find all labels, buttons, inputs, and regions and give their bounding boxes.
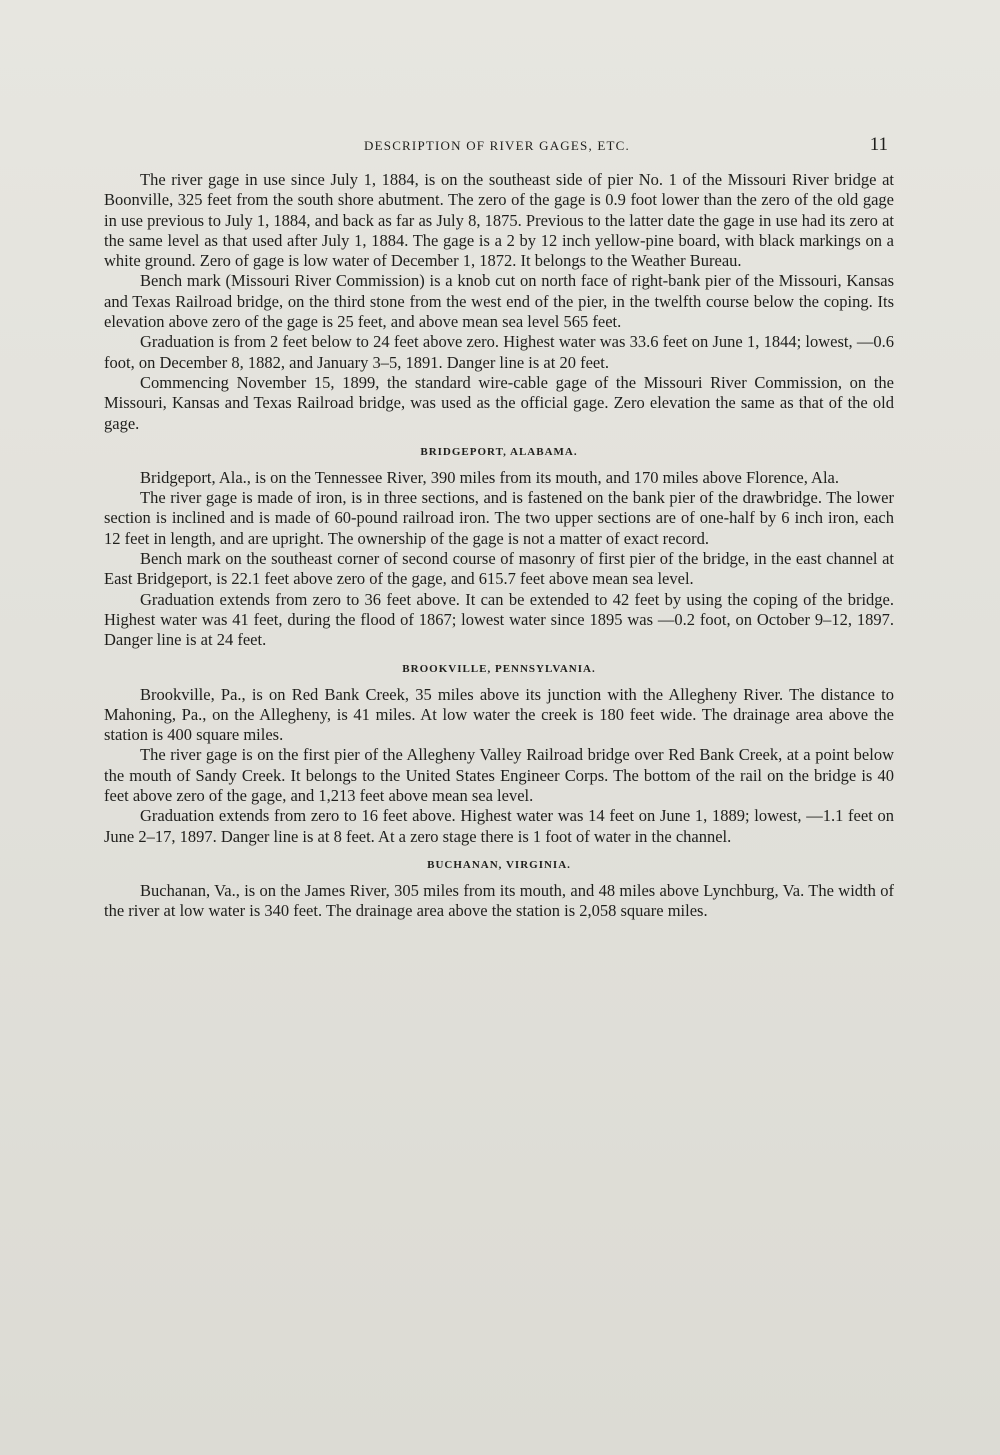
paragraph: The river gage is on the first pier of the Allegheny Valley Railroad bridge over Red Bank Creek, at a point below the mouth of Sandy Creek. It belongs to the United States Engineer Corps. The bottom of the rail on the bridge is 40 feet above zero of the gage, and 1,213 feet above mean sea level. <box>104 745 894 806</box>
paragraph: Commencing November 15, 1899, the standard wire-cable gage of the Missouri River Commission, on the Missouri, Kansas and Texas Railroad bridge, was used as the official gage. Zero elevation the same as that of the old gage. <box>104 372 894 433</box>
running-head: DESCRIPTION OF RIVER GAGES, ETC. <box>364 138 630 153</box>
section-buchanan <box>104 859 894 922</box>
page-number: 11 <box>869 134 888 155</box>
section-brookville <box>104 663 894 847</box>
paragraph: Bench mark (Missouri River Commission) is a knob cut on north face of right-bank pier of the Missouri, Kansas and Texas Railroad bridge, on the third stone from the west end of the pier, in the twelfth course below the coping. Its elevation above zero of the gage is 25 feet, and above mean sea level 565 feet. <box>104 271 894 332</box>
paragraph: Graduation extends from zero to 36 feet above. It can be extended to 42 feet by using the coping of the bridge. Highest water was 41 feet, during the flood of 1867; lowest water since 1895 was —0.2 foot, on October 9–12, 1897. Danger line is at 24 feet. <box>104 589 894 650</box>
paragraph: Bench mark on the southeast corner of second course of masonry of first pier of the bridge, in the east channel at East Bridgeport, is 22.1 feet above zero of the gage, and 615.7 feet above mean sea level. <box>104 549 894 589</box>
page-header <box>104 134 890 158</box>
paragraph: The river gage in use since July 1, 1884, is on the southeast side of pier No. 1 of the Missouri River bridge at Boonville, 325 feet from the south shore abutment. The zero of the gage is 0.9 foot lower than the zero of the old gage in use previous to July 1, 1884, and back as far as July 8, 1875. Previous to the latter date the gage in use had its zero at the same level as that used after July 1, 1884. The gage is a 2 by 12 inch yellow-pine board, with black markings on a white ground. Zero of gage is low water of December 1, 1872. It belongs to the Weather Bureau. <box>104 170 894 271</box>
section-heading: BRIDGEPORT, ALABAMA. <box>420 445 578 458</box>
paragraph: Bridgeport, Ala., is on the Tennessee River, 390 miles from its mouth, and 170 miles above Florence, Ala. <box>140 467 840 487</box>
paragraph: Buchanan, Va., is on the James River, 305 miles from its mouth, and 48 miles above Lynchburg, Va. The width of the river at low water is 340 feet. The drainage area above the station is 2,058 square miles. <box>104 880 894 921</box>
paragraph: Brookville, Pa., is on Red Bank Creek, 35 miles above its junction with the Allegheny River. The distance to Mahoning, Pa., on the Allegheny, is 41 miles. At low water the creek is 180 feet wide. The drainage area above the station is 400 square miles. <box>104 684 894 745</box>
body-text <box>104 170 894 922</box>
section-bridgeport <box>104 446 894 651</box>
section-boonville-continued <box>104 170 894 434</box>
section-heading: BROOKVILLE, PENNSYLVANIA. <box>402 662 596 675</box>
section-heading: BUCHANAN, VIRGINIA. <box>427 858 571 871</box>
paragraph: Graduation extends from zero to 16 feet above. Highest water was 14 feet on June 1, 1889; lowest, —1.1 feet on June 2–17, 1897. Danger line is at 8 feet. At a zero stage there is 1 foot of water in the channel. <box>104 806 894 846</box>
paragraph: The river gage is made of iron, is in three sections, and is fastened on the bank pier of the drawbridge. The lower section is inclined and is made of 60-pound railroad iron. The two upper sections are of one-half by 6 inch iron, each 12 feet in length, and are upright. The ownership of the gage is not a matter of exact record. <box>104 488 894 548</box>
paragraph: Graduation is from 2 feet below to 24 feet above zero. Highest water was 33.6 feet on June 1, 1844; lowest, —0.6 foot, on December 8, 1882, and January 3–5, 1891. Danger line is at 20 feet. <box>104 332 894 372</box>
